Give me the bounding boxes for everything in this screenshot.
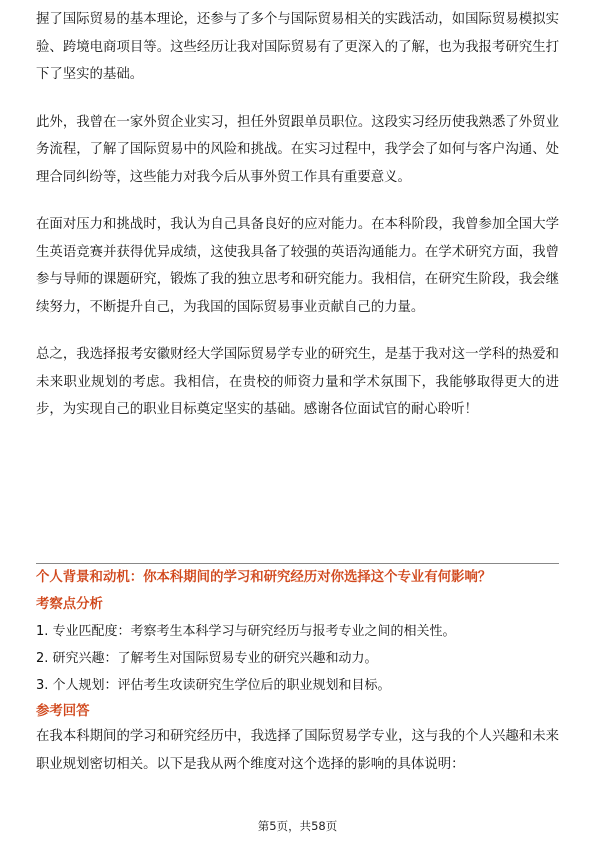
- page-number: 第5页，共58页: [257, 819, 338, 833]
- analysis-item: 1. 专业匹配度：考察考生本科学习与研究经历与报考专业之间的相关性。: [36, 624, 456, 639]
- answer-heading: 参考回答: [36, 704, 90, 719]
- body-text: [36, 6, 559, 424]
- paragraph-1: 握了国际贸易的基本理论，还参与了多个与国际贸易相关的实践活动，如国际贸易模拟实验、跨境电商项目等。这些经历让我对国际贸易有了更深入的了解，也为我报考研究生打下了坚实的基础。: [36, 12, 559, 82]
- analysis-list: [36, 618, 559, 699]
- answer-text: 在我本科期间的学习和研究经历中，我选择了国际贸易学专业，这与我的个人兴趣和未来职业规划密切相关。以下是我从两个维度对这个选择的影响的具体说明：: [36, 729, 559, 772]
- paragraph-3: 在面对压力和挑战时，我认为自己具备良好的应对能力。在本科阶段，我曾参加全国大学生英语竞赛并获得优异成绩，这使我具备了较强的英语沟通能力。在学术研究方面，我曾参与导师的课题研究，锻炼了我的独立思考和研究能力。我相信，在研究生阶段，我会继续努力，不断提升自己，为我国的国际贸易事业贡献自己的力量。: [36, 217, 559, 315]
- paragraph-4: 总之，我选择报考安徽财经大学国际贸易学专业的研究生，是基于我对这一学科的热爱和未来职业规划的考虑。我相信，在贵校的师资力量和学术氛围下，我能够取得更大的进步，为实现自己的职业目标奠定坚实的基础。感谢各位面试官的耐心聆听！: [36, 347, 559, 417]
- section-divider: [36, 563, 559, 564]
- analysis-item: 3. 个人规划：评估考生攻读研究生学位后的职业规划和目标。: [36, 678, 391, 693]
- analysis-item: 2. 研究兴趣：了解考生对国际贸易专业的研究兴趣和动力。: [36, 651, 378, 666]
- interview-question-section: [36, 566, 559, 779]
- analysis-heading: 考察点分析: [36, 597, 103, 612]
- question-heading: 个人背景和动机：你本科期间的学习和研究经历对你选择这个专业有何影响？: [36, 570, 492, 585]
- paragraph-2: 此外，我曾在一家外贸企业实习，担任外贸跟单员职位。这段实习经历使我熟悉了外贸业务流程，了解了国际贸易中的风险和挑战。在实习过程中，我学会了如何与客户沟通、处理合同纠纷等，这些能力对我今后从事外贸工作具有重要意义。: [36, 114, 559, 185]
